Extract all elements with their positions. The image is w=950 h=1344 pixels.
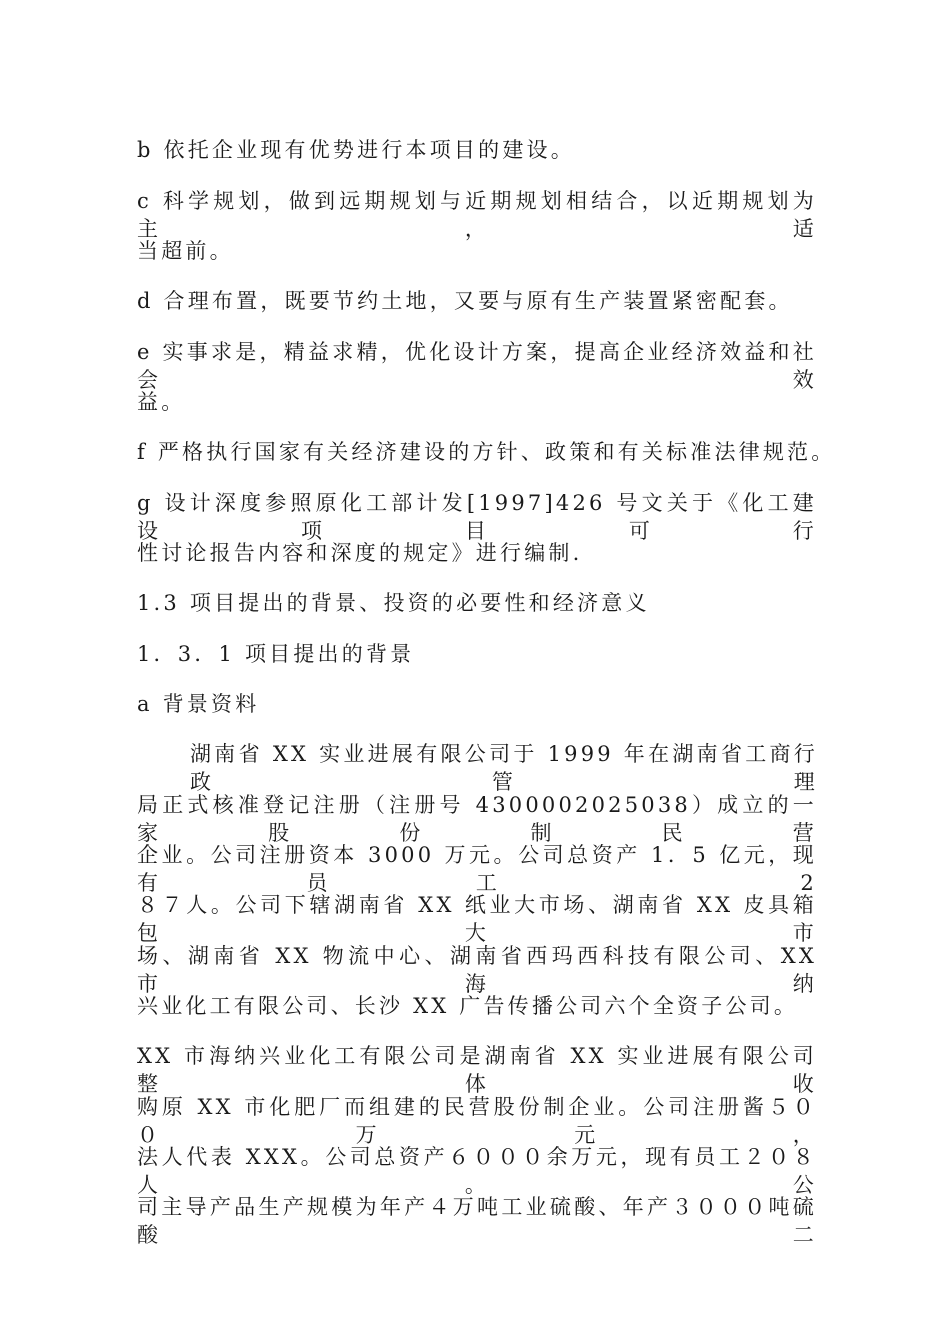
principle-g-line-2: 性讨论报告内容和深度的规定》进行编制. xyxy=(137,541,583,565)
paragraph-2-line-4: 司主导产品生产规模为年产４万吨工业硫酸、年产３０００吨硫酸二 xyxy=(137,1195,817,1247)
principle-c-line-2: 当超前。 xyxy=(137,239,234,263)
paragraph-1-line-2: 局正式核准登记注册（注册号 4300002025038）成立的一家股份制民营 xyxy=(137,793,817,845)
paragraph-1-line-4: ８７人。公司下辖湖南省 XX 纸业大市场、湖南省 XX 皮具箱包大市 xyxy=(137,893,817,945)
section-heading-1-3: 1.3 项目提出的背景、投资的必要性和经济意义 xyxy=(137,591,650,615)
principle-e-line-1: e 实事求是，精益求精，优化设计方案，提高企业经济效益和社会效 xyxy=(137,340,817,392)
paragraph-2-line-3: 法人代表 XXX。公司总资产６０００余万元，现有员工２０８人。公 xyxy=(137,1145,817,1197)
subsection-heading-1-3-1: 1．3．1 项目提出的背景 xyxy=(137,642,415,666)
item-heading-a: a 背景资料 xyxy=(137,692,260,716)
principle-e-line-2: 益。 xyxy=(137,390,186,414)
principle-d: d 合理布置，既要节约土地，又要与原有生产装置紧密配套。 xyxy=(137,289,793,313)
principle-f: f 严格执行国家有关经济建设的方针、政策和有关标准法律规范。 xyxy=(137,440,836,464)
paragraph-1-line-3: 企业。公司注册资本 3000 万元。公司总资产 1．5 亿元，现有员工 2 xyxy=(137,843,817,895)
paragraph-2-line-1: XX 市海纳兴业化工有限公司是湖南省 XX 实业进展有限公司整体收 xyxy=(137,1044,817,1096)
principle-c-line-1: c 科学规划，做到远期规划与近期规划相结合，以近期规划为主，适 xyxy=(137,189,817,241)
paragraph-1-line-5: 场、湖南省 XX 物流中心、湖南省西玛西科技有限公司、XX 市海纳 xyxy=(137,944,817,996)
paragraph-2-line-2: 购原 XX 市化肥厂而组建的民营股份制企业。公司注册酱５００万元， xyxy=(137,1095,817,1147)
paragraph-1-line-1: 湖南省 XX 实业进展有限公司于 1999 年在湖南省工商行政管理 xyxy=(190,742,818,794)
paragraph-1-line-6: 兴业化工有限公司、长沙 XX 广告传播公司六个全资子公司。 xyxy=(137,994,799,1018)
principle-b: b 依托企业现有优势进行本项目的建设。 xyxy=(137,138,575,162)
principle-g-line-1: g 设计深度参照原化工部计发[1997]426 号文关于《化工建设项目可行 xyxy=(137,491,817,543)
